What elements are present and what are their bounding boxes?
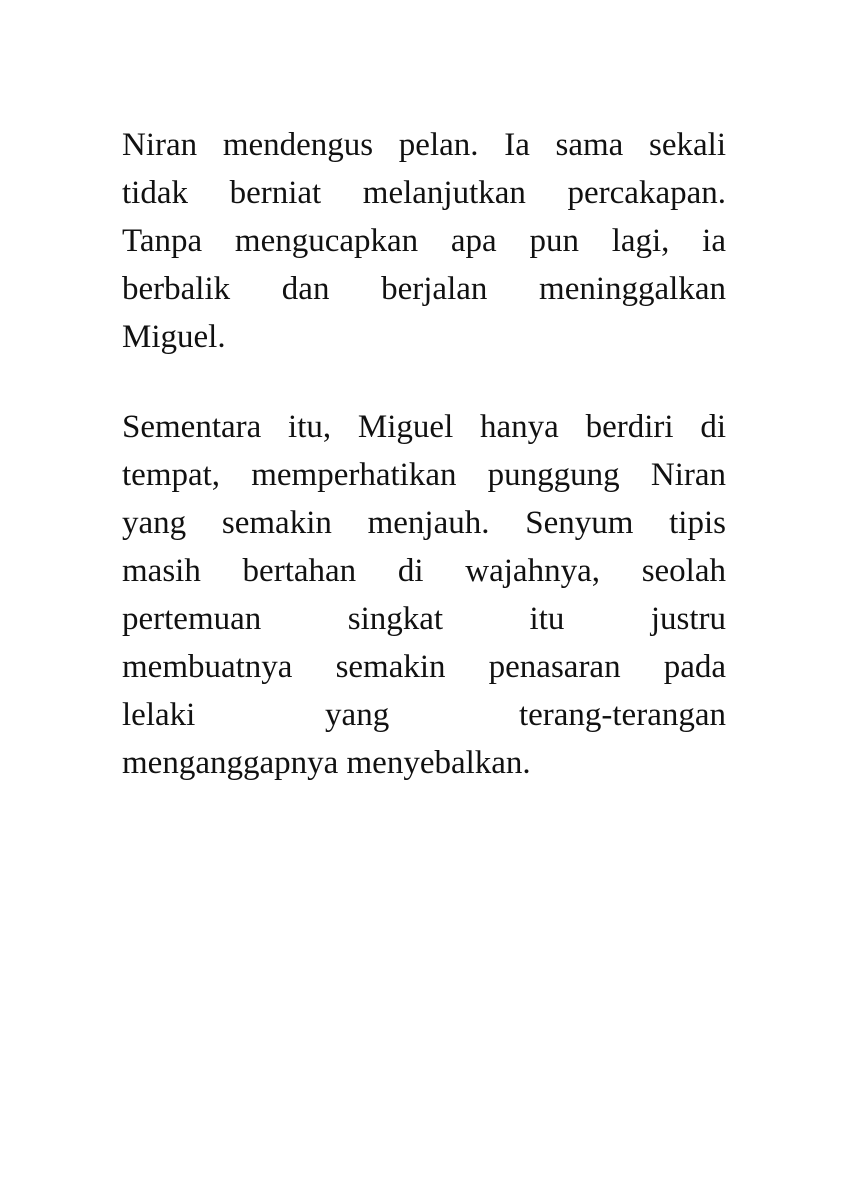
paragraph-line: Miguel. <box>122 319 226 355</box>
paragraph-line: membuatnya semakin penasaran pada <box>122 649 726 685</box>
paragraph-2 <box>122 403 726 787</box>
paragraph-line: Niran mendengus pelan. Ia sama sekali <box>122 127 726 163</box>
paragraph-line: menganggapnya menyebalkan. <box>122 745 531 781</box>
paragraph-line: pertemuan singkat itu justru <box>122 601 726 637</box>
paragraph-line: Tanpa mengucapkan apa pun lagi, ia <box>122 223 726 259</box>
paragraph-line: Sementara itu, Miguel hanya berdiri di <box>122 409 726 445</box>
paragraph-line: berbalik dan berjalan meninggalkan <box>122 271 726 307</box>
paragraph-line: lelaki yang terang-terangan <box>122 697 726 733</box>
paragraph-line: tempat, memperhatikan punggung Niran <box>122 457 726 493</box>
paragraph-line: masih bertahan di wajahnya, seolah <box>122 553 726 589</box>
paragraph-line: yang semakin menjauh. Senyum tipis <box>122 505 726 541</box>
paragraph-line: tidak berniat melanjutkan percakapan. <box>122 175 726 211</box>
paragraph-1 <box>122 121 726 361</box>
